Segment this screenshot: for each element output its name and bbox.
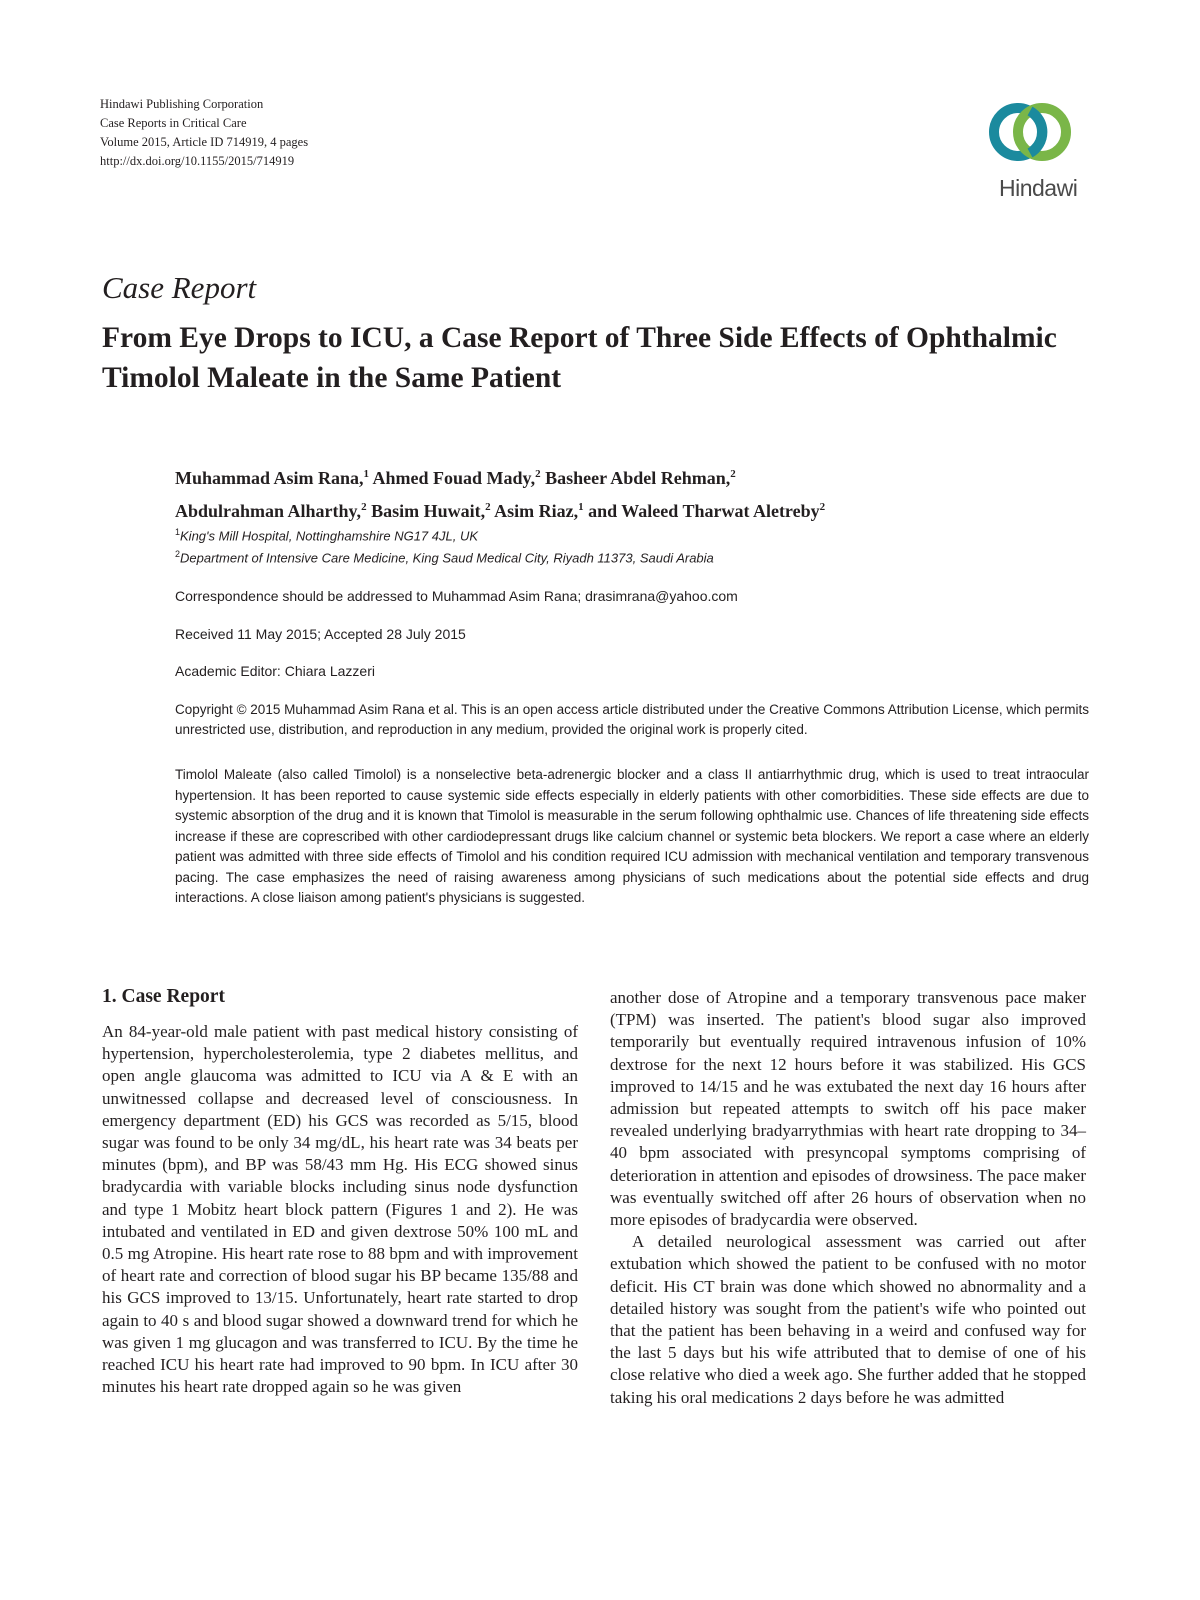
body-paragraph: An 84-year-old male patient with past medical history consisting of hypertension, hypercholesterolemia, type 2 diabetes mellitus, and open angle glaucoma was admitted to ICU via A & E with an unwitnessed collapse and decreased level of consciousness. In emergency department (ED) his GCS was recorded as 5/15, blood sugar was found to be only 34 mg/dL, his heart rate was 34 beats per minutes (bpm), and BP was 58/43 mm Hg. His ECG showed sinus bradycardia with variable blocks including sinus node dysfunction and type 1 Mobitz heart block pattern (Figures 1 and 2). He was intubated and ventilated in ED and given dextrose 50% 100 mL and 0.5 mg Atropine. His heart rate rose to 88 bpm and with improvement of heart rate and correction of blood sugar his BP became 135/88 and his GCS improved to 13/15. Unfortunately, heart rate started to drop again to 40 s and blood sugar showed a downward trend for which he was given 1 mg glucagon and was transferred to ICU. By the time he reached ICU his heart rate had improved to 90 bpm. In ICU after 30 minutes his heart rate dropped again so he was given xyxy=(102,1022,578,1397)
author-list xyxy=(175,460,1095,526)
logo-text: Hindawi xyxy=(999,175,1078,201)
journal-name: Case Reports in Critical Care xyxy=(100,116,247,130)
doi-link[interactable]: http://dx.doi.org/10.1155/2015/714919 xyxy=(100,154,295,168)
journal-header xyxy=(100,95,520,171)
body-left-column xyxy=(102,1021,578,1398)
body-paragraph: another dose of Atropine and a temporary transvenous pace maker (TPM) was inserted. The patient's blood sugar also improved temporarily but eventually required intravenous infusion of 10% dextrose for the next 12 hours before it was stabilized. His GCS improved to 14/15 and he was extubated the next day 16 hours after admission but repeated attempts to switch off his pace maker revealed underlying bradyarrythmias with heart rate dropping to 34–40 bpm associated with presyncopal symptoms comprising of deterioration in attention and episodes of drowsiness. The pace maker was eventually switched off after 26 hours of observation when no more episodes of bradycardia were observed. xyxy=(610,988,1086,1230)
hindawi-logo xyxy=(995,105,1115,205)
volume-info: Volume 2015, Article ID 714919, 4 pages xyxy=(100,135,309,149)
copyright-notice: Copyright © 2015 Muhammad Asim Rana et al. This is an open access article distributed under the Creative Commons Attribution License, which permits unrestricted use, distribution, and reproduction in any medium, provided the original work is properly cited. xyxy=(175,702,1089,737)
author: Asim Riaz,$^1$ xyxy=(490,501,584,521)
author: Ahmed Fouad Mady,$^2$ xyxy=(369,468,541,488)
section-heading: 1. Case Report xyxy=(102,986,225,1007)
article-type: Case Report xyxy=(102,270,257,305)
hindawi-logo-icon xyxy=(980,97,1080,172)
publisher-name: Hindawi Publishing Corporation xyxy=(100,97,264,111)
author: and Waleed Tharwat Aletreby$^2$ xyxy=(583,501,826,521)
page-title: From Eye Drops to ICU, a Case Report of Three Side Effects of Ophthalmic Timolol Maleate in the Same Patient xyxy=(102,322,1057,394)
affiliation: $^1$King's Mill Hospital, Nottinghamshire NG17 4JL, UK xyxy=(175,527,479,544)
body-paragraph: A detailed neurological assessment was carried out after extubation which showed the patient to be confused with no motor deficit. His CT brain was done which showed no abnormality and a detailed history was sought from the patient's wife who pointed out that the patient has been behaving in a weird and confused way for the last 5 days but his wife attributed that to demise of one of his close relative who died a week ago. She further added that he stopped taking his oral medications 2 days before he was admitted xyxy=(610,1232,1086,1407)
received-accepted-dates: Received 11 May 2015; Accepted 28 July 2015 xyxy=(175,626,466,642)
author: Abdulrahman Alharthy,$^2$ xyxy=(175,501,367,521)
abstract: Timolol Maleate (also called Timolol) is a nonselective beta-adrenergic blocker and a class II antiarrhythmic drug, which is used to treat intraocular hypertension. It has been reported to cause systemic side effects especially in elderly patients with other comorbidities. These side effects are due to systemic absorption of the drug and it is known that Timolol is measurable in the serum following ophthalmic use. Chances of life threatening side effects increase if these are coprescribed with other cardiodepressant drugs like calcium channel or systemic beta blockers. We report a case where an elderly patient was admitted with three side effects of Timolol and his condition required ICU admission with mechanical ventilation and temporary transvenous pacing. The case emphasizes the need of raising awareness among physicians of such medications about the potential side effects and drug interactions. A close liaison among patient's physicians is suggested. xyxy=(175,767,1089,905)
affiliation: $^2$Department of Intensive Care Medicine, King Saud Medical City, Riyadh 11373, Saudi Arabia xyxy=(175,549,714,566)
author: Basim Huwait,$^2$ xyxy=(366,501,491,521)
academic-editor: Academic Editor: Chiara Lazzeri xyxy=(175,663,375,679)
author: Basheer Abdel Rehman,$^2$ xyxy=(540,468,736,488)
correspondence: Correspondence should be addressed to Muhammad Asim Rana; drasimrana@yahoo.com xyxy=(175,588,738,604)
body-right-column xyxy=(610,987,1086,1409)
author: Muhammad Asim Rana,$^1$ xyxy=(175,468,370,488)
